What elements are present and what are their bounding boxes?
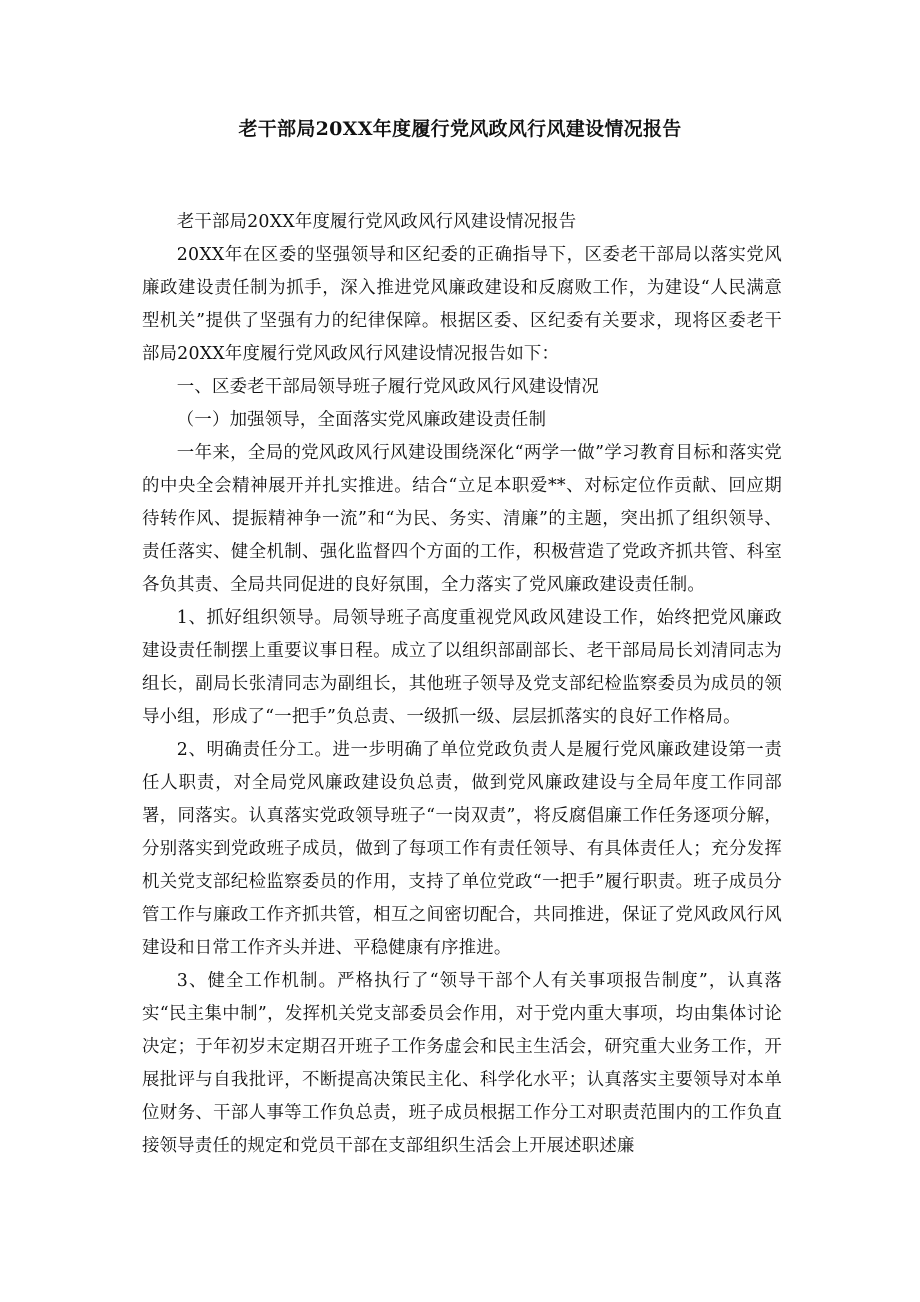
section-heading-1: 一、区委老干部局领导班子履行党风政风行风建设情况 (176, 377, 599, 397)
paragraph-overview: 一年来，全局的党风政风行风建设围绕深化“两学一做”学习教育目标和落实党的中央全会精神展开并扎实推进。结合“立足本职爱**、对标定位作贡献、回应期待转作风、提振精神争一流”和“为民、务实、清廉”的主题，突出抓了组织领导、责任落实、健全机制、强化监督四个方面的工作，积极营造了党政齐抓共管、科室各负其责、全局共同促进的良好氛围，全力落实了党风廉政建设责任制。 (142, 443, 782, 595)
subsection-heading-1: （一）加强领导，全面落实党风廉政建设责任制 (176, 410, 547, 430)
body-heading: 老干部局20XX年度履行党风政风行风建设情况报告 (176, 212, 577, 232)
document-body (142, 206, 782, 1163)
paragraph-item-1: 1、抓好组织领导。局领导班子高度重视党风政风建设工作，始终把党风廉政建设责任制摆上重要议事日程。成立了以组织部副部长、老干部局局长刘清同志为组长，副局长张清同志为副组长，其他班子领导及党支部纪检监察委员为成员的领导小组，形成了“一把手”负总责、一级抓一级、层层抓落实的良好工作格局。 (142, 608, 782, 727)
paragraph-item-2: 2、明确责任分工。进一步明确了单位党政负责人是履行党风廉政建设第一责任人职责，对全局党风廉政建设负总责，做到党风廉政建设与全局年度工作同部署，同落实。认真落实党政领导班子“一岗双责”，将反腐倡廉工作任务逐项分解，分别落实到党政班子成员，做到了每项工作有责任领导、有具体责任人；充分发挥机关党支部纪检监察委员的作用，支持了单位党政“一把手”履行职责。班子成员分管工作与廉政工作齐抓共管，相互之间密切配合，共同推进，保证了党风政风行风建设和日常工作齐头并进、平稳健康有序推进。 (142, 740, 782, 958)
paragraph-item-3: 3、健全工作机制。严格执行了“领导干部个人有关事项报告制度”，认真落实“民主集中制”，发挥机关党支部委员会作用，对于党内重大事项，均由集体讨论决定；于年初岁末定期召开班子工作务虚会和民主生活会，研究重大业务工作，开展批评与自我批评，不断提高决策民主化、科学化水平；认真落实主要领导对本单位财务、干部人事等工作负总责，班子成员根据工作分工对职责范围内的工作负直接领导责任的规定和党员干部在支部组织生活会上开展述职述廉 (142, 971, 782, 1156)
intro-paragraph: 20XX年在区委的坚强领导和区纪委的正确指导下，区委老干部局以落实党风廉政建设责任制为抓手，深入推进党风廉政建设和反腐败工作，为建设“人民满意型机关”提供了坚强有力的纪律保障。根据区委、区纪委有关要求，现将区委老干部局20XX年度履行党风政风行风建设情况报告如下： (142, 245, 782, 364)
document-title: 老干部局20XX年度履行党风政风行风建设情况报告 (238, 118, 682, 140)
